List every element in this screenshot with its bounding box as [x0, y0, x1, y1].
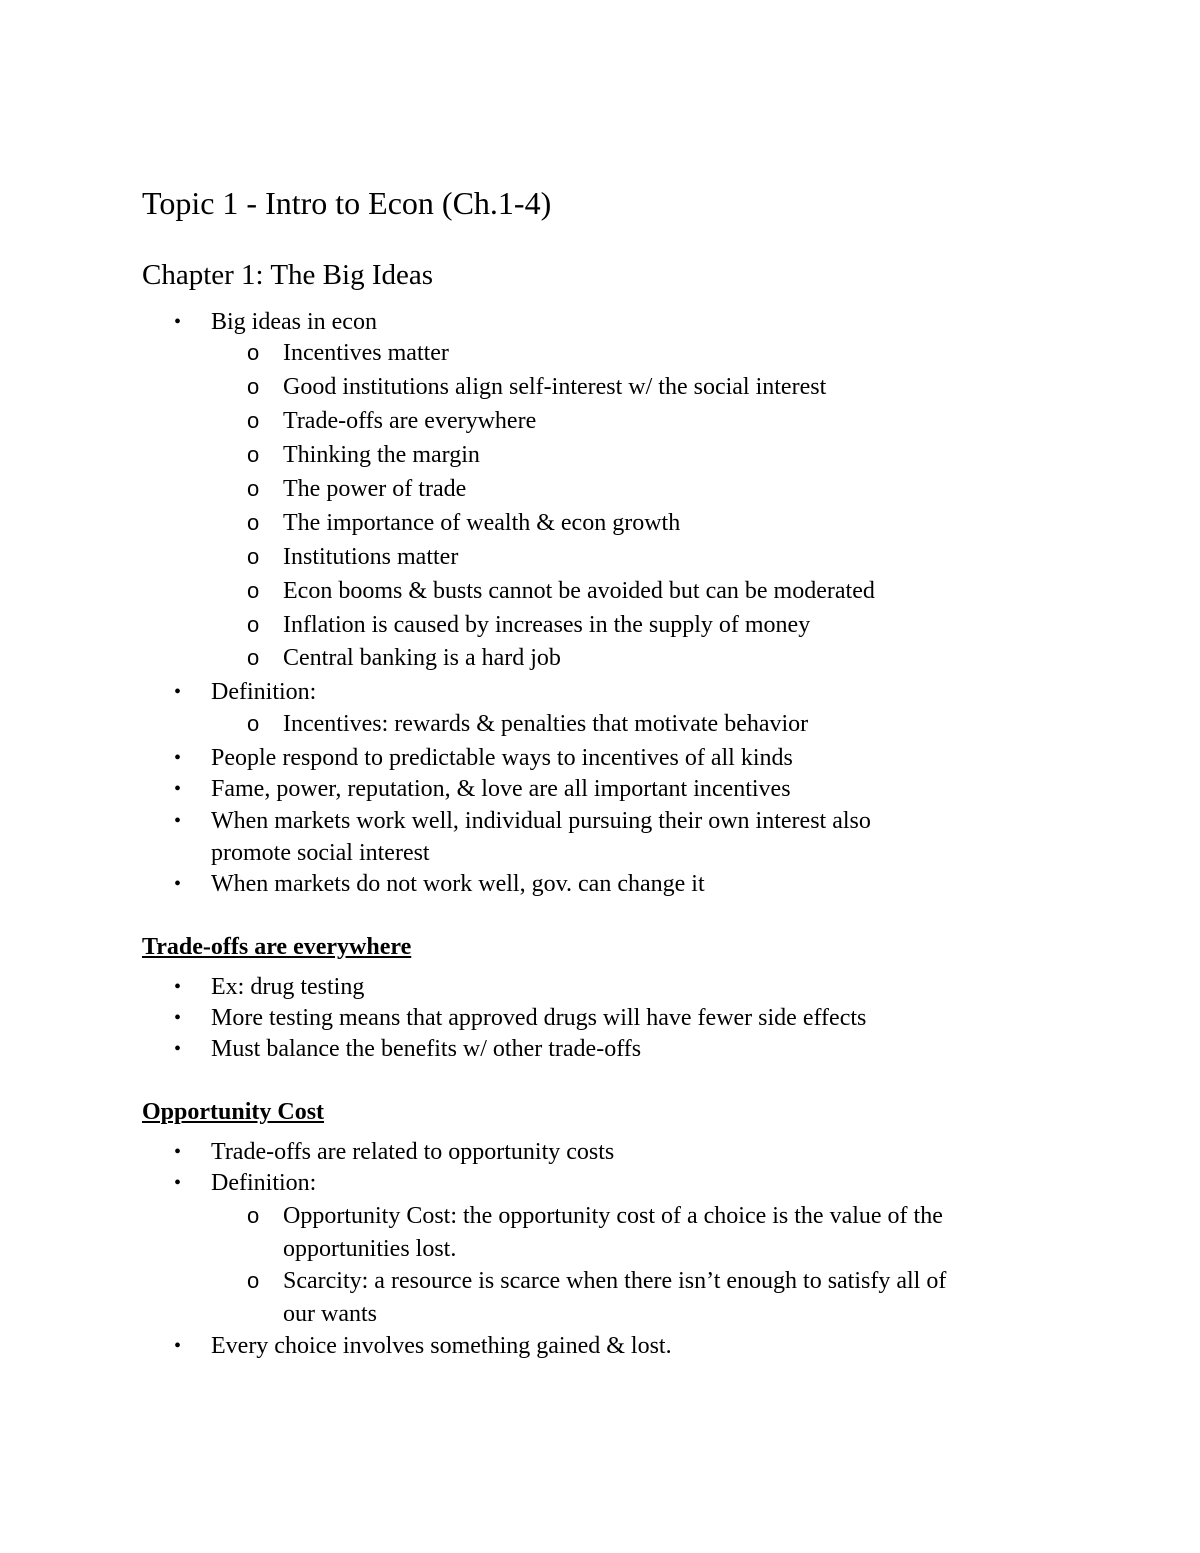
sub-bullet-icon: o [247, 374, 260, 399]
bullet-icon: • [174, 1335, 182, 1357]
sub-list-item: Econ booms & busts cannot be avoided but can be moderated [283, 578, 875, 604]
sub-bullet-icon: o [247, 442, 260, 467]
sub-bullet-icon: o [247, 1268, 260, 1293]
list-item: People respond to predictable ways to incentives of all kinds [211, 745, 793, 771]
bullet-icon: • [174, 681, 182, 703]
list-item: When markets do not work well, gov. can change it [211, 871, 705, 897]
sub-list-item: Thinking the margin [283, 442, 480, 468]
sub-list-item: Trade-offs are everywhere [283, 408, 537, 434]
list-item: Big ideas in econ [211, 309, 377, 335]
list-item: Must balance the benefits w/ other trade-offs [211, 1036, 642, 1062]
bullet-icon: • [174, 778, 182, 800]
sub-bullet-icon: o [247, 340, 260, 365]
bullet-icon: • [174, 1172, 182, 1194]
sub-list-item: Scarcity: a resource is scarce when there isn’t enough to satisfy all of [283, 1268, 947, 1294]
list-item-continuation: promote social interest [211, 840, 430, 866]
sub-list-item: Incentives: rewards & penalties that motivate behavior [283, 711, 809, 737]
sub-bullet-icon: o [247, 408, 260, 433]
sub-list-item: Opportunity Cost: the opportunity cost of a choice is the value of the [283, 1203, 943, 1229]
sub-list-item: Inflation is caused by increases in the supply of money [283, 612, 811, 638]
chapter-title: Chapter 1: The Big Ideas [142, 259, 434, 291]
bullet-icon: • [174, 810, 182, 832]
sub-bullet-icon: o [247, 612, 260, 637]
bullet-icon: • [174, 747, 182, 769]
list-item: Ex: drug testing [211, 974, 365, 1000]
section-heading-opportunity-cost: Opportunity Cost [142, 1099, 325, 1125]
list-item: Definition: [211, 679, 317, 705]
list-item: Every choice involves something gained & lost. [211, 1333, 672, 1359]
sub-list-item-continuation: our wants [283, 1301, 377, 1327]
sub-bullet-icon: o [247, 544, 260, 569]
list-item: Definition: [211, 1170, 317, 1196]
bullet-icon: • [174, 873, 182, 895]
sub-list-item: Incentives matter [283, 340, 449, 366]
bullet-icon: • [174, 1141, 182, 1163]
sub-bullet-icon: o [247, 476, 260, 501]
sub-list-item-continuation: opportunities lost. [283, 1236, 457, 1262]
list-item: Trade-offs are related to opportunity costs [211, 1139, 615, 1165]
sub-list-item: Central banking is a hard job [283, 645, 561, 671]
list-item: Fame, power, reputation, & love are all important incentives [211, 776, 791, 802]
sub-list-item: The power of trade [283, 476, 467, 502]
bullet-icon: • [174, 976, 182, 998]
sub-bullet-icon: o [247, 510, 260, 535]
sub-list-item: Institutions matter [283, 544, 459, 570]
sub-bullet-icon: o [247, 645, 260, 670]
section-heading-tradeoffs: Trade-offs are everywhere [142, 934, 412, 960]
sub-list-item: Good institutions align self-interest w/ the social interest [283, 374, 827, 400]
page-title: Topic 1 - Intro to Econ (Ch.1-4) [142, 185, 552, 221]
sub-bullet-icon: o [247, 578, 260, 603]
bullet-icon: • [174, 311, 182, 333]
sub-bullet-icon: o [247, 1203, 260, 1228]
bullet-icon: • [174, 1007, 182, 1029]
sub-bullet-icon: o [247, 711, 260, 736]
bullet-icon: • [174, 1038, 182, 1060]
sub-list-item: The importance of wealth & econ growth [283, 510, 681, 536]
list-item: More testing means that approved drugs will have fewer side effects [211, 1005, 867, 1031]
list-item: When markets work well, individual pursuing their own interest also [211, 808, 871, 834]
